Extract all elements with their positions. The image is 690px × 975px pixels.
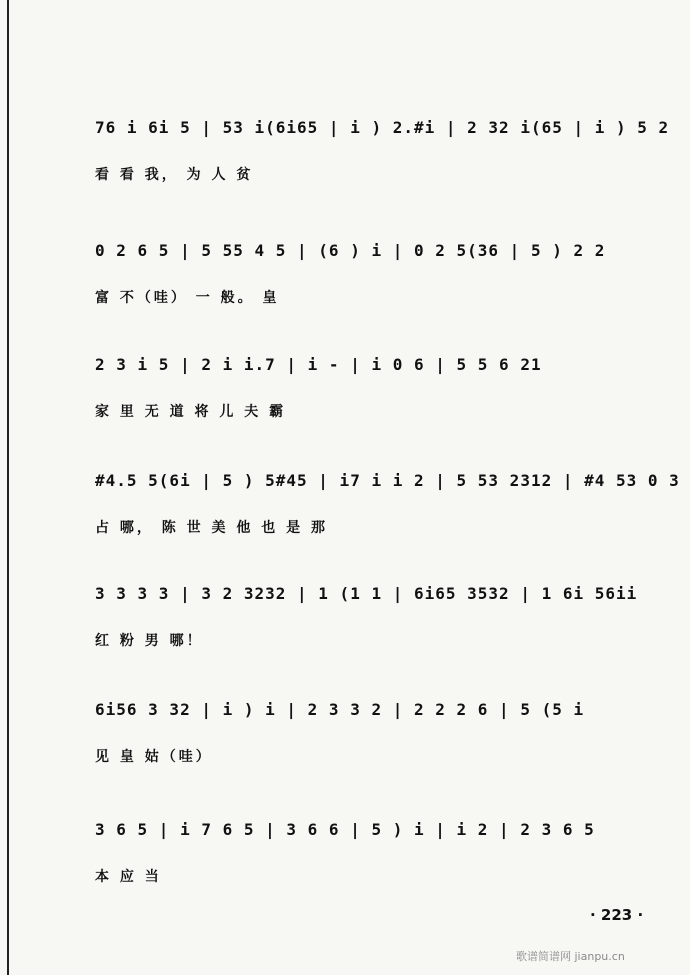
lyrics-line: 富 不（哇） 一 般。 皇 [95, 290, 280, 306]
score-line-6 [95, 690, 665, 765]
watermark: 歌谱简谱网 jianpu.cn [516, 950, 625, 963]
score-line-3 [95, 345, 665, 420]
notation-line: #4.5 5(6i | 5 ) 5#45 | i7 i i 2 | 5 53 2312 | #4 53 0 3 [95, 471, 680, 490]
page-binding-line [7, 0, 9, 975]
lyrics-line: 本 应 当 [95, 869, 162, 885]
notation-line: 3 3 3 3 | 3 2 3232 | 1 (1 1 | 6i65 3532 | 1 6i 56ii [95, 584, 638, 603]
lyrics-line: 红 粉 男 哪！ [95, 633, 204, 649]
lyrics-line: 见 皇 姑（哇） [95, 749, 213, 765]
lyrics-line: 家 里 无 道 将 儿 夫 霸 [95, 404, 287, 420]
score-line-7 [95, 810, 665, 885]
score-line-1 [95, 108, 670, 183]
notation-line: 3 6 5 | i 7 6 5 | 3 6 6 | 5 ) i | i 2 | 2 3 6 5 [95, 820, 595, 839]
score-line-4 [95, 461, 680, 536]
score-line-5 [95, 574, 665, 649]
notation-line: 76 i 6i 5 | 53 i(6i65 | i ) 2.#i | 2 32 i(65 | i ) 5 2 [95, 118, 670, 137]
lyrics-line: 看 看 我， 为 人 贫 [95, 167, 254, 183]
page-number: · 223 · [590, 906, 644, 924]
notation-line: 0 2 6 5 | 5 55 4 5 | (6 ) i | 0 2 5(36 | 5 ) 2 2 [95, 241, 606, 260]
score-line-2 [95, 231, 665, 306]
notation-line: 2 3 i 5 | 2 i i.7 | i - | i 0 6 | 5 5 6 21 [95, 355, 542, 374]
notation-line: 6i56 3 32 | i ) i | 2 3 3 2 | 2 2 2 6 | 5 (5 i [95, 700, 585, 719]
lyrics-line: 占 哪， 陈 世 美 他 也 是 那 [95, 520, 328, 536]
